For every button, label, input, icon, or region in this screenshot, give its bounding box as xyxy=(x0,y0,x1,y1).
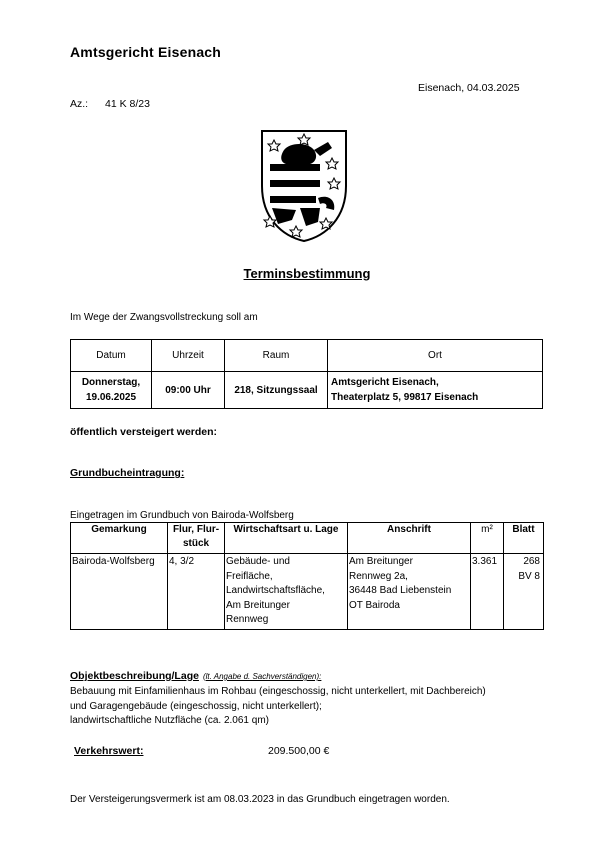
header-m2: m² xyxy=(471,523,504,554)
cell-m2: 3.361 xyxy=(471,554,504,630)
anschrift-line: Am Breitunger xyxy=(349,556,413,567)
grundbuch-intro: Eingetragen im Grundbuch von Bairoda-Wolfsberg xyxy=(70,510,294,521)
header-datum: Datum xyxy=(71,340,152,372)
blatt-line: BV 8 xyxy=(518,570,540,582)
wirtschaftsart-line: Landwirtschaftsfläche, xyxy=(226,585,325,596)
wirtschaftsart-line: Gebäude- und xyxy=(226,556,290,567)
grundbuch-table xyxy=(70,522,544,630)
cell-anschrift xyxy=(348,554,471,630)
object-description-line: und Garagengebäude (eingeschossig, nicht unterkellert); xyxy=(70,701,322,712)
header-flur: Flur, Flur-stück xyxy=(168,523,225,554)
document-title: Terminsbestimmung xyxy=(243,266,371,281)
blatt-line: 268 xyxy=(523,556,540,567)
header-anschrift: Anschrift xyxy=(348,523,471,554)
object-heading-note: (lt. Angabe d. Sachverständigen): xyxy=(202,672,322,681)
header-uhrzeit: Uhrzeit xyxy=(152,340,225,372)
object-heading xyxy=(70,670,321,682)
coat-of-arms-icon xyxy=(256,128,352,244)
appointment-row xyxy=(71,372,543,409)
table-row xyxy=(71,554,544,630)
ort-line-2: Theaterplatz 5, 99817 Eisenach xyxy=(331,392,479,403)
header-raum: Raum xyxy=(225,340,328,372)
header-ort: Ort xyxy=(328,340,543,372)
object-description-line: landwirtschaftliche Nutzfläche (ca. 2.061 qm) xyxy=(70,715,269,726)
appointment-table xyxy=(70,339,543,409)
header-blatt: Blatt xyxy=(504,523,544,554)
header-gemarkung: Gemarkung xyxy=(71,523,168,554)
object-heading-label: Objektbeschreibung/Lage xyxy=(70,670,199,682)
intro-text: Im Wege der Zwangsvollstreckung soll am xyxy=(70,312,258,323)
object-description-line: Bebauung mit Einfamilienhaus im Rohbau (eingeschossig, nicht unterkellert, mit Dachbereich) xyxy=(70,686,486,697)
case-reference xyxy=(70,98,164,110)
case-reference-value: 41 K 8/23 xyxy=(105,98,150,110)
grundbuch-header-row xyxy=(71,523,544,554)
datum-line-1: Donnerstag, xyxy=(81,377,141,388)
verkehrswert-label: Verkehrswert: xyxy=(74,745,144,757)
header-wirtschaftsart: Wirtschaftsart u. Lage xyxy=(225,523,348,554)
grundbuch-heading: Grundbucheintragung: xyxy=(70,467,185,479)
cell-raum: 218, Sitzungssaal xyxy=(225,372,328,409)
wirtschaftsart-line: Am Breitunger xyxy=(226,599,290,611)
footer-note: Der Versteigerungsvermerk ist am 08.03.2023 in das Grundbuch eingetragen worden. xyxy=(70,794,450,805)
court-name: Amtsgericht Eisenach xyxy=(70,44,222,60)
cell-flur: 4, 3/2 xyxy=(168,554,225,630)
anschrift-line: 36448 Bad Liebenstein xyxy=(349,585,452,596)
ort-line-1: Amtsgericht Eisenach, xyxy=(331,377,439,388)
verkehrswert-value: 209.500,00 € xyxy=(268,745,330,757)
cell-uhrzeit: 09:00 Uhr xyxy=(152,372,225,409)
anschrift-line: OT Bairoda xyxy=(349,599,400,611)
datum-line-2: 19.06.2025 xyxy=(85,392,137,403)
anschrift-line: Rennweg 2a, xyxy=(349,570,408,582)
wirtschaftsart-line: Rennweg xyxy=(226,614,269,625)
cell-wirtschaftsart xyxy=(225,554,348,630)
case-reference-label: Az.: xyxy=(70,98,89,110)
wirtschaftsart-line: Freifläche, xyxy=(226,570,273,582)
auction-statement: öffentlich versteigert werden: xyxy=(70,426,218,438)
cell-blatt xyxy=(504,554,544,630)
cell-datum xyxy=(71,372,152,409)
cell-gemarkung: Bairoda-Wolfsberg xyxy=(71,554,168,630)
place-date: Eisenach, 04.03.2025 xyxy=(418,82,520,94)
appointment-header-row xyxy=(71,340,543,372)
cell-ort xyxy=(328,372,543,409)
